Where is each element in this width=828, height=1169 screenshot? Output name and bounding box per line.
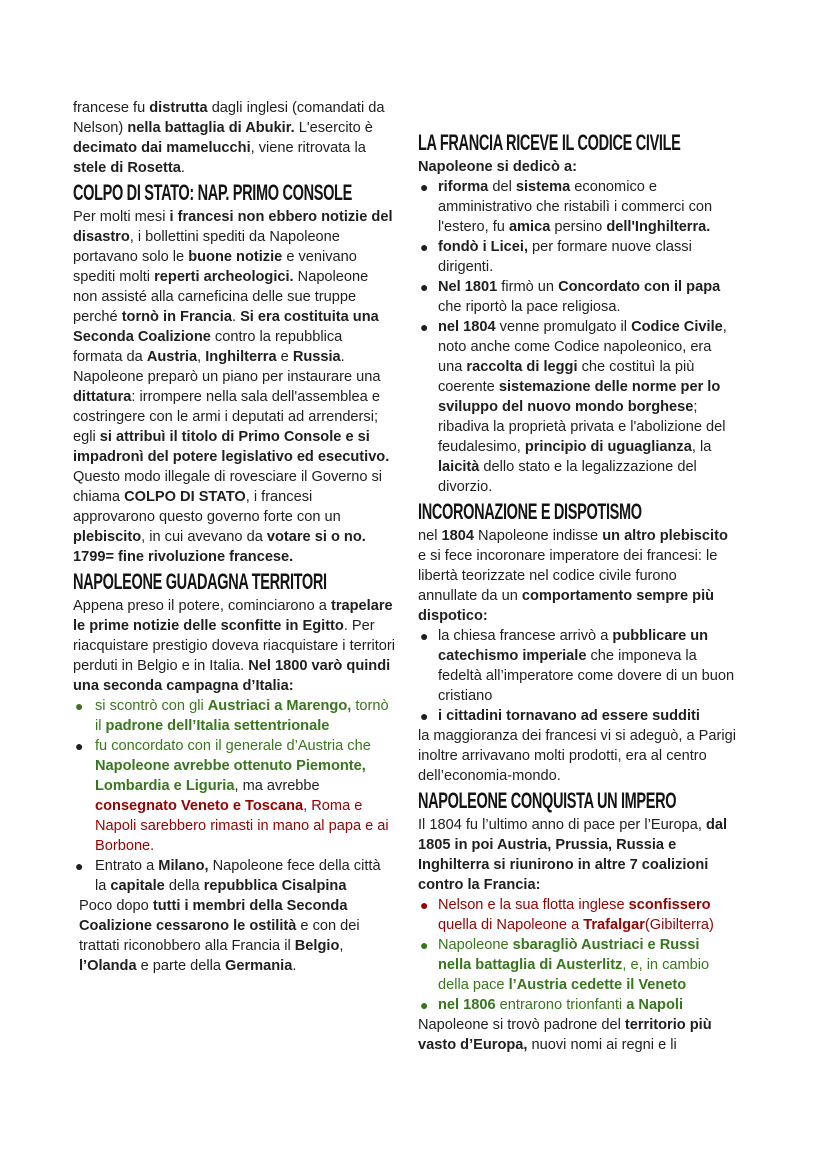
text-run: . bbox=[180, 160, 185, 176]
text-run: dagli inglesi (comandati da Nelson) bbox=[73, 100, 385, 136]
text-run: economico e amministrativo che ristabilì i commerci con l'estero, fu bbox=[438, 179, 713, 235]
text-run: nuovi nomi ai regni e li bbox=[527, 1037, 677, 1053]
bold-text: decimato dai mamelucchi bbox=[73, 140, 251, 156]
bold-text: nel 1806 bbox=[438, 997, 496, 1013]
text-run: contro la repubblica formata da bbox=[73, 329, 343, 365]
text-run: e con dei trattati riconobbero alla Francia il bbox=[79, 918, 360, 954]
bold-text: raccolta di leggi bbox=[466, 359, 578, 375]
bold-text: padrone dell’Italia settentrionale bbox=[105, 718, 330, 734]
bold-text: l’Olanda bbox=[79, 958, 137, 974]
paragraph bbox=[73, 98, 395, 178]
right-column bbox=[418, 128, 736, 1055]
bold-text: repubblica Cisalpina bbox=[203, 878, 347, 894]
text-run: e venivano spediti molti bbox=[73, 249, 357, 285]
text-run: la maggioranza dei francesi vi si adeguò, a Parigi inoltre arrivavano molti prodotti, era al centro dell’economia-mondo. bbox=[418, 728, 736, 784]
bold-text: nella battaglia di Abukir. bbox=[127, 120, 295, 136]
list-item bbox=[418, 706, 736, 726]
text-run: che imponeva la fedeltà all’imperatore come dovere di un buon cristiano bbox=[438, 648, 735, 704]
section-heading-text: COLPO DI STATO: NAP. PRIMO CONSOLE bbox=[73, 180, 352, 205]
text-run: , bbox=[197, 349, 206, 365]
bold-text: Austriaci a Marengo, bbox=[207, 698, 352, 714]
list-item bbox=[418, 317, 736, 497]
bullet-icon: ● bbox=[420, 628, 429, 644]
bold-text: Concordato con il papa bbox=[558, 279, 721, 295]
text-run: Questo modo illegale di rovesciare il Governo si chiama bbox=[73, 469, 383, 505]
section-heading bbox=[418, 787, 736, 815]
text-run: entrarono trionfanti bbox=[495, 997, 627, 1013]
bold-text: sbaragliò Austriaci e Russi nella battaglia di Austerlitz bbox=[438, 937, 700, 973]
text-run: per formare nuove classi dirigenti. bbox=[438, 239, 692, 275]
bullet-icon: ● bbox=[420, 319, 429, 335]
bold-text: amica bbox=[508, 219, 551, 235]
paragraph bbox=[418, 815, 736, 895]
bold-text: Nel 1801 bbox=[438, 279, 498, 295]
section-heading-text: INCORONAZIONE E DISPOTISMO bbox=[418, 499, 642, 524]
bold-text: Trafalgar bbox=[583, 917, 645, 933]
text-run: : irrompere nella sala dell'assemblea e costringere con le armi i deputati ad arrendersi; egli bbox=[73, 389, 380, 445]
bold-text: Si era costituita una Seconda Coalizione bbox=[73, 309, 379, 345]
text-run: tornò il bbox=[95, 698, 389, 734]
bold-text: l’Austria cedette il Veneto bbox=[508, 977, 687, 993]
bullet-icon: ● bbox=[420, 279, 429, 295]
text-run: del bbox=[488, 179, 516, 195]
bold-text: distrutta bbox=[149, 100, 208, 116]
section-heading-text: NAPOLEONE CONQUISTA UN IMPERO bbox=[418, 788, 677, 813]
bold-text: 1804 bbox=[441, 528, 474, 544]
text-run: venne promulgato il bbox=[495, 319, 632, 335]
text-run: persino bbox=[550, 219, 607, 235]
bold-text: buone notizie bbox=[188, 249, 283, 265]
bullet-icon: ● bbox=[75, 698, 84, 714]
bold-text: a Napoli bbox=[626, 997, 683, 1013]
bold-text: laicità bbox=[438, 459, 480, 475]
bold-text: Milano, bbox=[158, 858, 209, 874]
bold-text: i francesi non ebbero notizie del disastro bbox=[73, 209, 393, 245]
text-run: Napoleone non assisté alla carneficina delle sue truppe perché bbox=[73, 269, 369, 325]
text-run: Poco dopo bbox=[79, 898, 153, 914]
text-run: (Gibilterra) bbox=[644, 917, 714, 933]
text-run: e bbox=[276, 349, 293, 365]
text-run: , Roma e Napoli sarebbero rimasti in mano al papa e ai Borbone. bbox=[95, 798, 389, 854]
text-run: . Napoleone preparò un piano per instaurare una bbox=[73, 349, 381, 385]
bullet-icon: ● bbox=[420, 179, 429, 195]
bold-text: Germania bbox=[225, 958, 293, 974]
bullet-icon: ● bbox=[420, 937, 429, 953]
bullet-icon: ● bbox=[75, 858, 84, 874]
text-run: L'esercito è bbox=[294, 120, 373, 136]
list-item bbox=[73, 736, 395, 856]
text-run: Nelson e la sua flotta inglese bbox=[438, 897, 629, 913]
text-run: Napoleone indisse bbox=[474, 528, 603, 544]
text-run: Il 1804 fu l’ultimo anno di pace per l’Europa, bbox=[418, 817, 706, 833]
bold-text: Codice Civile bbox=[631, 319, 723, 335]
section-heading bbox=[418, 498, 736, 526]
text-run: ; ribadiva la proprietà privata e l'abolizione del feudalesimo, bbox=[438, 399, 726, 455]
bold-text: nel 1804 bbox=[438, 319, 496, 335]
text-run: Napoleone si trovò padrone del bbox=[418, 1017, 625, 1033]
text-run: e parte della bbox=[136, 958, 226, 974]
paragraph bbox=[418, 726, 736, 786]
section-heading-text: NAPOLEONE GUADAGNA TERRITORI bbox=[73, 569, 327, 594]
bullet-list bbox=[418, 626, 736, 726]
bold-text: sconfissero bbox=[628, 897, 711, 913]
text-run: della bbox=[164, 878, 204, 894]
bold-text: sistema bbox=[515, 179, 571, 195]
bold-text: Nel 1800 varò quindi una seconda campagna d’Italia: bbox=[73, 658, 391, 694]
bold-text: pubblicare un catechismo imperiale bbox=[438, 628, 709, 664]
bold-text: tornò in Francia bbox=[121, 309, 232, 325]
bold-text: fondò i Licei, bbox=[438, 239, 528, 255]
bullet-list bbox=[418, 895, 736, 1015]
bold-text: Austria bbox=[146, 349, 198, 365]
list-item bbox=[418, 277, 736, 317]
text-run: Per molti mesi bbox=[73, 209, 170, 225]
bold-text: si attribuì il titolo di Primo Console e si impadronì del potere legislativo ed esecutivo. bbox=[73, 429, 390, 465]
bullet-list bbox=[73, 696, 395, 896]
text-run: dello stato e la legalizzazione del divorzio. bbox=[438, 459, 697, 495]
text-run: Napoleone bbox=[438, 937, 513, 953]
text-run: che costituì la più coerente bbox=[438, 359, 695, 395]
text-run: , ma avrebbe bbox=[234, 778, 320, 794]
bold-text: dal 1805 in poi Austria, Prussia, Russia e Inghilterra si riunirono in altre 7 coalizioni contro la Francia: bbox=[418, 817, 728, 893]
paragraph bbox=[418, 526, 736, 626]
section-heading-text: LA FRANCIA RICEVE IL CODICE CIVILE bbox=[418, 130, 681, 155]
bold-text: Napoleone avrebbe ottenuto Piemonte, Lombardia e Liguria bbox=[95, 758, 366, 794]
text-run: . bbox=[292, 958, 297, 974]
bold-text: principio di uguaglianza bbox=[524, 439, 692, 455]
bullet-icon: ● bbox=[420, 708, 429, 724]
bullet-list bbox=[418, 177, 736, 497]
bold-text: plebiscito bbox=[73, 529, 142, 545]
bold-text: Napoleone si dedicò a: bbox=[418, 159, 577, 175]
paragraph bbox=[73, 207, 395, 567]
list-item bbox=[418, 935, 736, 995]
bold-text: capitale bbox=[110, 878, 165, 894]
text-run: si scontrò con gli bbox=[95, 698, 208, 714]
text-run: quella di Napoleone a bbox=[438, 917, 584, 933]
text-run: Appena preso il potere, cominciarono a bbox=[73, 598, 331, 614]
bold-text: COLPO DI STATO bbox=[124, 489, 246, 505]
paragraph bbox=[418, 157, 736, 177]
bold-text: dell'Inghilterra. bbox=[606, 219, 711, 235]
list-item bbox=[418, 895, 736, 935]
list-item bbox=[73, 856, 395, 896]
bold-text: un altro plebiscito bbox=[602, 528, 728, 544]
text-run: , noto anche come Codice napoleonico, era una bbox=[438, 319, 727, 375]
list-item bbox=[418, 626, 736, 706]
paragraph bbox=[418, 1015, 736, 1055]
text-run: , la bbox=[691, 439, 712, 455]
left-column bbox=[73, 98, 395, 976]
bold-text: Inghilterra bbox=[205, 349, 277, 365]
text-run: , e, in cambio della pace bbox=[438, 957, 710, 993]
bullet-icon: ● bbox=[420, 897, 429, 913]
text-run: fu concordato con il generale d’Austria che bbox=[95, 738, 371, 754]
list-item bbox=[73, 696, 395, 736]
list-item bbox=[418, 995, 736, 1015]
bold-text: territorio più vasto d’Europa, bbox=[418, 1017, 712, 1053]
text-run: . Per riacquistare prestigio doveva riacquistare i territori perduti in Belgio e in Italia. bbox=[73, 618, 396, 674]
bold-text: trapelare le prime notizie delle sconfitte in Egitto bbox=[73, 598, 393, 634]
bold-text: Russia bbox=[292, 349, 341, 365]
bold-text: riforma bbox=[438, 179, 489, 195]
text-run: , i francesi approvarono questo governo forte con un bbox=[73, 489, 341, 525]
bold-text: i cittadini tornavano ad essere sudditi bbox=[438, 708, 700, 724]
bullet-icon: ● bbox=[75, 738, 84, 754]
bold-text: consegnato Veneto e Toscana bbox=[95, 798, 304, 814]
bold-text: votare si o no. 1799= fine rivoluzione francese. bbox=[73, 529, 366, 565]
text-run: che riportò la pace religiosa. bbox=[438, 299, 621, 315]
bold-text: sistemazione delle norme per lo sviluppo del nuovo mondo borghese bbox=[438, 379, 721, 415]
bullet-icon: ● bbox=[420, 997, 429, 1013]
section-heading bbox=[73, 568, 395, 596]
text-run: Entrato a bbox=[95, 858, 159, 874]
bold-text: stele di Rosetta bbox=[73, 160, 181, 176]
bullet-icon: ● bbox=[420, 239, 429, 255]
text-run: . bbox=[231, 309, 241, 325]
list-item bbox=[418, 177, 736, 237]
text-run: Napoleone fece della città la bbox=[95, 858, 381, 894]
text-run: firmò un bbox=[497, 279, 559, 295]
bold-text: dittatura bbox=[73, 389, 132, 405]
text-run: e si fece incoronare imperatore dei francesi: le libertà teorizzate nel codice civile furono annullate da un bbox=[418, 548, 718, 604]
text-run: , viene ritrovata la bbox=[250, 140, 366, 156]
section-heading bbox=[418, 129, 736, 157]
text-run: , bbox=[339, 938, 344, 954]
text-run: la chiesa francese arrivò a bbox=[438, 628, 613, 644]
text-run: nel bbox=[418, 528, 442, 544]
list-item bbox=[418, 237, 736, 277]
bold-text: reperti archeologici. bbox=[154, 269, 294, 285]
bold-text: Belgio bbox=[294, 938, 340, 954]
paragraph bbox=[73, 596, 395, 696]
section-heading bbox=[73, 179, 395, 207]
bold-text: comportamento sempre più dispotico: bbox=[418, 588, 715, 624]
bold-text: tutti i membri della Seconda Coalizione cessarono le ostilità bbox=[79, 898, 348, 934]
text-run: francese fu bbox=[73, 100, 150, 116]
paragraph bbox=[73, 896, 395, 976]
text-run: , in cui avevano da bbox=[141, 529, 267, 545]
text-run: , i bollettini spediti da Napoleone portavano solo le bbox=[73, 229, 340, 265]
